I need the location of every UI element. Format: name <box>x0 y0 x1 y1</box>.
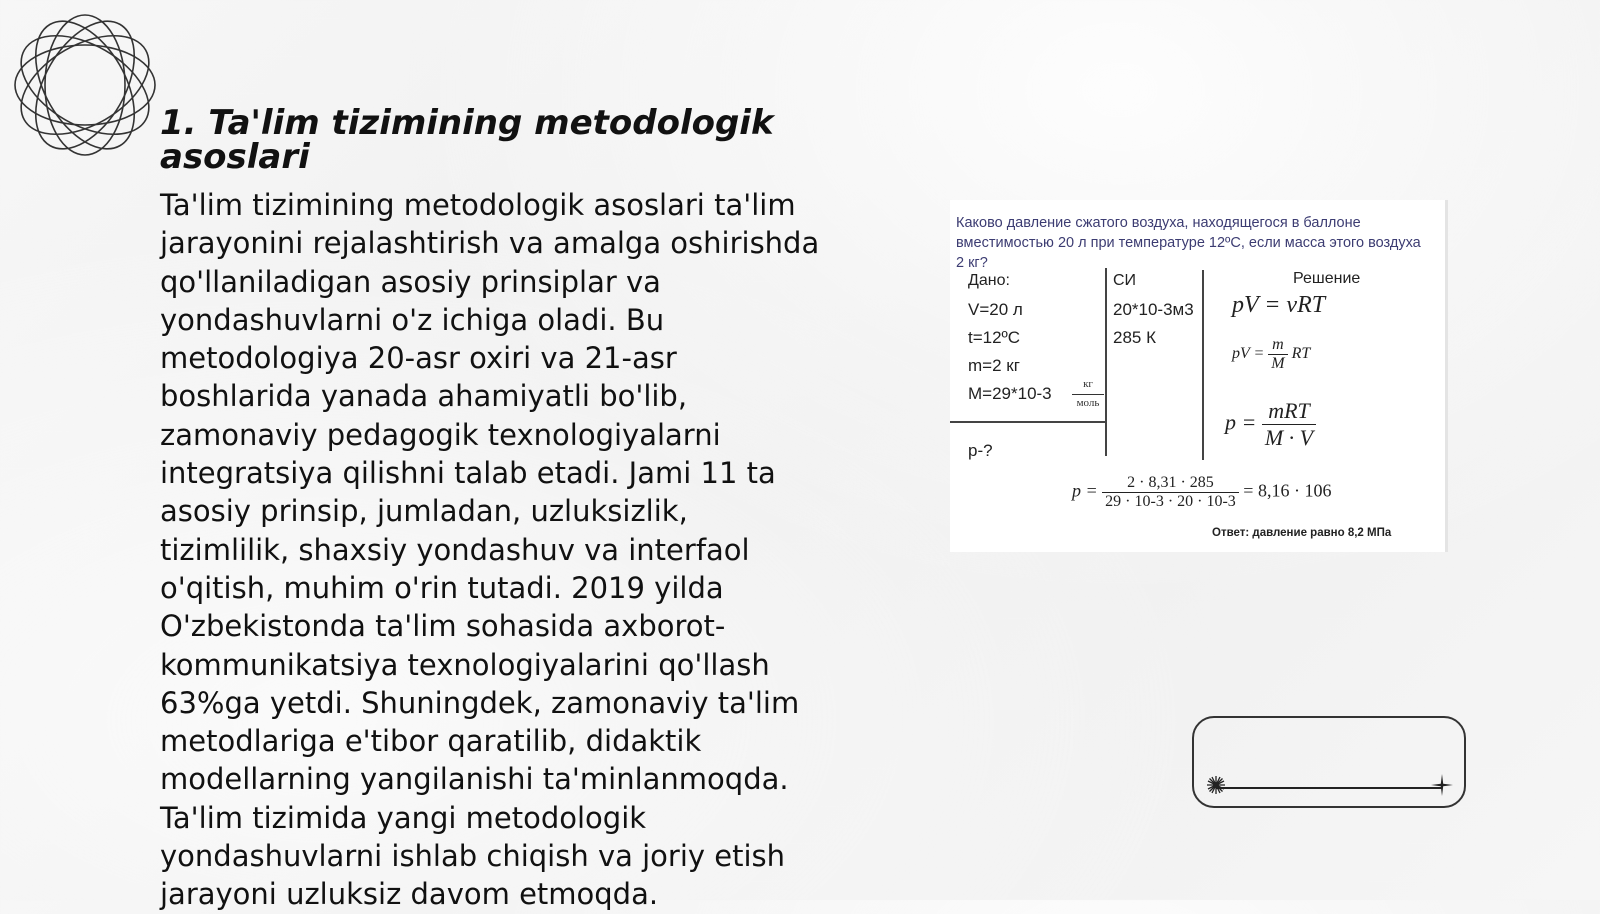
problem-question: Каково давление сжатого воздуха, находящегося в баллоне вместимостью 20 л при температуре 12ºС, если масса этого воздуха 2 кг? <box>956 215 1421 271</box>
unit-numerator: кг <box>1083 378 1093 390</box>
si-solution-divider <box>1202 270 1204 460</box>
slide-body-text: Ta'lim tizimining metodologik asoslari ta'lim jarayonini rejalashtirish va amalga oshirishda qo'llaniladigan asosiy prinsiplar va yondashuvlarni o'z ichiga oladi. Bu metodologiya 20-asr oxiri va 21-asr boshlarida yanada ahamiyatli bo'lib, zamonaviy pedagogik texnologiyalarni integratsiya qilishni talab etadi. Jami 11 ta asosiy prinsip, jumladan, uzluksizlik, tizimlilik, shaxsiy yondashuv va interfaol o'qitish, muhim o'rin tutadi. 2019 yilda O'zbekistonda ta'lim sohasida axborot- kommunikatsiya texnologiyalarini qo'llash 63%ga yetdi. Shuningdek, zamonaviy ta'lim metodlariga e'tibor qaratilib, didaktik modellarning yangilanishi ta'minlanmoqda. Ta'lim tizimida yangi metodologik yondashuvlarni ishlab chiqish va joriy etish jarayoni uzluksiz davom etmoqda. <box>160 188 820 912</box>
solution-header: Решение <box>1293 270 1361 287</box>
sparkle-icon <box>1431 774 1453 796</box>
given-header: Дано: <box>968 272 1010 289</box>
si-volume: 20*10-3м3 <box>1113 300 1194 319</box>
problem-answer: Ответ: давление равно 8,2 МПа <box>1212 527 1392 539</box>
si-temperature: 285 К <box>1113 328 1156 347</box>
given-si-divider <box>1105 268 1107 456</box>
decorative-slider <box>1192 716 1466 808</box>
given-find-divider <box>950 421 1107 423</box>
given-temperature: t=12ºС <box>968 328 1021 347</box>
slider-track <box>1216 787 1442 789</box>
formula-ideal-gas: pV = νRT <box>1232 292 1326 318</box>
molar-mass-unit <box>1068 378 1108 410</box>
given-volume: V=20 л <box>968 300 1023 319</box>
unit-denominator: моль <box>1076 397 1100 409</box>
si-header: СИ <box>1113 272 1137 289</box>
formula-pressure: p = $\frac{\text{mRT}}{M \cdot V}$ <box>1225 398 1316 451</box>
given-molar-mass: M=29*10-3 <box>968 384 1052 403</box>
find-value: p-? <box>968 441 993 460</box>
physics-problem-image <box>950 200 1448 552</box>
orbital-rings-icon <box>10 10 160 160</box>
slide-title: 1. Ta'lim tizimining metodologik asoslari <box>160 103 774 177</box>
given-mass: m=2 кг <box>968 356 1020 375</box>
formula-molar: pV = $\frac{m}{M}$ RT <box>1232 336 1311 372</box>
formula-calculation: p = $\frac{2 \cdot 8,31 \cdot 285}{29 \cdot 10-3 \cdot 20 \cdot 10-3}$ = 8,16 · 106 <box>1072 474 1332 510</box>
sun-burst-icon <box>1205 774 1227 796</box>
